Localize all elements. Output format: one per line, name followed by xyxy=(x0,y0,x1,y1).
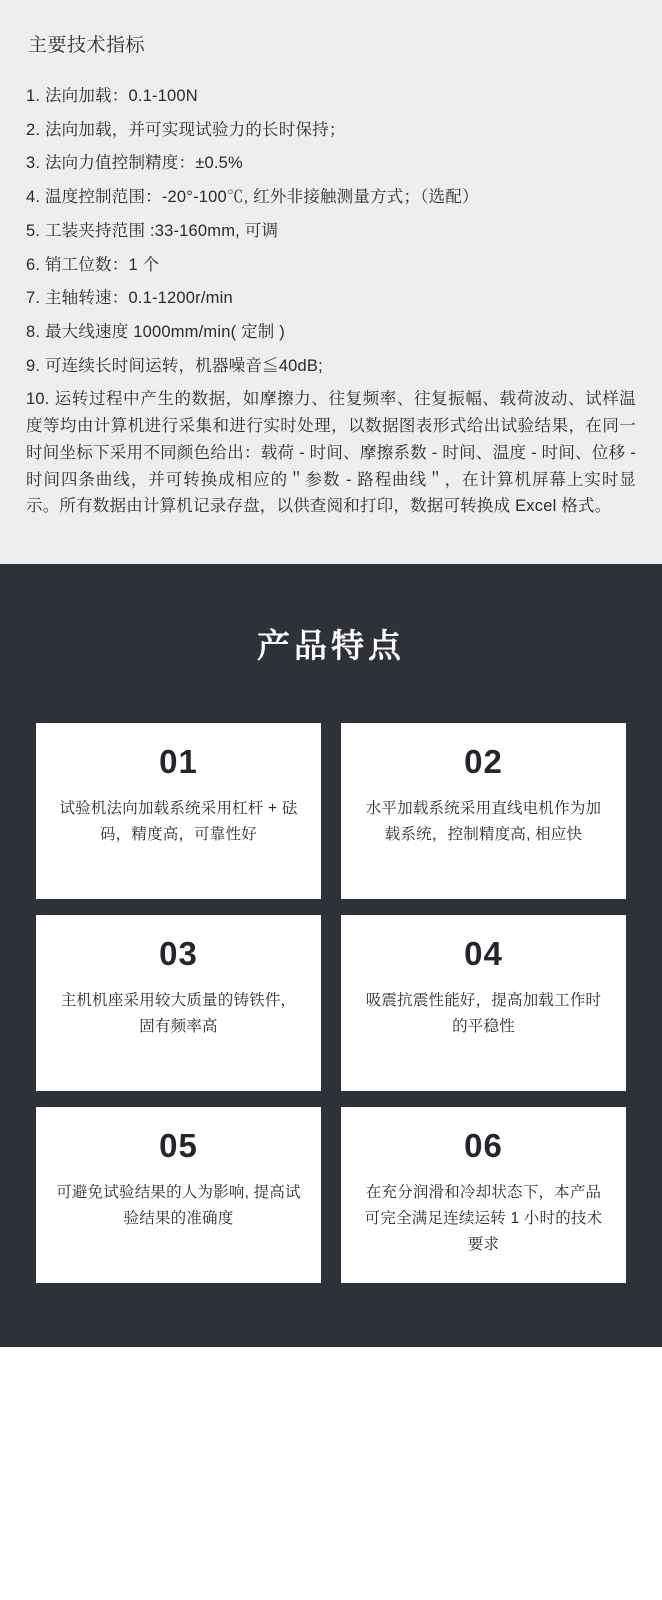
feature-number: 05 xyxy=(159,1127,198,1165)
feature-card xyxy=(341,1107,626,1283)
list-item: 9. 可连续长时间运转，机器噪音≦40dB; xyxy=(26,356,323,375)
feature-card xyxy=(341,915,626,1091)
feature-description: 可避免试验结果的人为影响, 提高试验结果的准确度 xyxy=(56,1184,301,1227)
list-item: 7. 主轴转速：0.1-1200r/min xyxy=(26,289,233,308)
feature-card xyxy=(341,723,626,899)
feature-card xyxy=(36,915,321,1091)
list-item: 3. 法向力值控制精度：±0.5% xyxy=(26,154,243,173)
feature-description: 试验机法向加载系统采用杠杆 + 砝码，精度高，可靠性好 xyxy=(59,800,298,843)
features-grid xyxy=(0,723,662,1283)
feature-number: 03 xyxy=(159,935,198,973)
feature-card xyxy=(36,723,321,899)
feature-description: 水平加载系统采用直线电机作为加载系统，控制精度高, 相应快 xyxy=(365,800,602,843)
feature-number: 01 xyxy=(159,743,198,781)
feature-description: 吸震抗震性能好，提高加载工作时的平稳性 xyxy=(365,992,602,1035)
feature-card xyxy=(36,1107,321,1283)
feature-number: 04 xyxy=(464,935,503,973)
feature-description: 在充分润滑和冷却状态下，本产品可完全满足连续运转 1 小时的技术要求 xyxy=(364,1184,603,1253)
list-item: 2. 法向加载，并可实现试验力的长时保持； xyxy=(26,120,346,139)
features-heading: 产品特点 xyxy=(257,627,405,665)
list-item: 5. 工装夹持范围 :33-160mm, 可调 xyxy=(26,221,279,240)
feature-number: 02 xyxy=(464,743,503,781)
product-features-section xyxy=(0,564,662,1347)
list-item: 6. 销工位数：1 个 xyxy=(26,255,160,274)
feature-description: 主机机座采用较大质量的铸铁件，固有频率高 xyxy=(60,992,297,1035)
page-title: 主要技术指标 xyxy=(28,35,146,56)
list-item: 10. 运转过程中产生的数据，如摩擦力、往复频率、往复振幅、载荷波动、试样温度等均由计算机进行采集和进行实时处理，以数据图表形式给出试验结果，在同一时间坐标下采用不同颜色给出：载荷 - 时间、摩擦系数 - 时间、温度 - 时间、位移 - 时间四条曲线，并可转换成相应的＂参数 - 路程曲线＂，在计算机屏幕上实时显示。所有数据由计算机记录存盘，以供查阅和打印，数据可转换成 Excel 格式。 xyxy=(26,390,636,516)
list-item: 8. 最大线速度 1000mm/min( 定制 ) xyxy=(26,323,285,342)
technical-specs-section xyxy=(0,0,662,564)
feature-number: 06 xyxy=(464,1127,503,1165)
list-item: 1. 法向加载：0.1-100N xyxy=(26,87,198,105)
specs-list xyxy=(26,83,636,520)
list-item: 4. 温度控制范围：-20°-100℃, 红外非接触测量方式；（选配） xyxy=(26,188,479,207)
